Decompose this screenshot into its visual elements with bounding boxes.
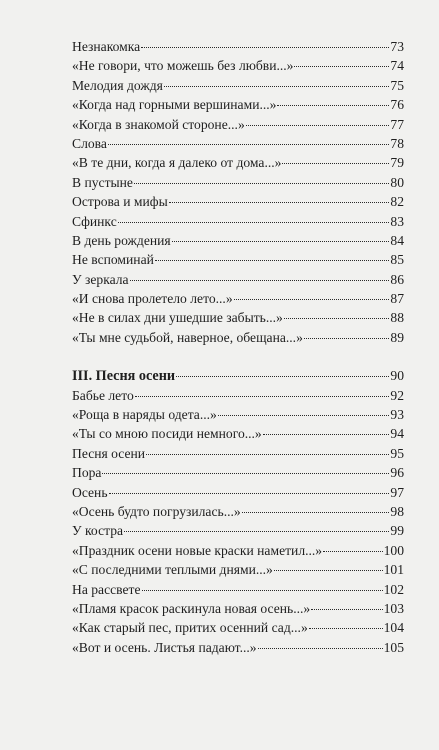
- entry-title: Не вспоминай: [72, 252, 154, 268]
- toc-entry: [72, 192, 404, 211]
- toc-entry: [72, 212, 404, 231]
- toc-entry: [72, 502, 404, 521]
- entry-page: 85: [390, 252, 404, 268]
- dot-leader: [311, 609, 382, 610]
- entry-title: «Не в силах дни ушедшие забыть...»: [72, 310, 283, 326]
- toc-list-lower: [72, 386, 404, 657]
- dot-leader: [169, 202, 390, 203]
- entry-page: 94: [390, 426, 404, 442]
- toc-entry: [72, 560, 404, 579]
- entry-title: «Осень будто погрузилась...»: [72, 503, 241, 519]
- dot-leader: [263, 434, 390, 435]
- entry-title: «Пламя красок раскинула новая осень...»: [72, 600, 311, 616]
- entry-title: Мелодия дождя: [72, 77, 163, 93]
- dot-leader: [242, 512, 390, 513]
- entry-page: 99: [390, 523, 404, 539]
- toc-entry: [72, 618, 404, 637]
- entry-title: Острова и мифы: [72, 194, 168, 210]
- toc-entry: [72, 95, 404, 114]
- entry-title: В день рождения: [72, 232, 171, 248]
- toc-entry: [72, 444, 404, 463]
- dot-leader: [130, 280, 390, 281]
- dot-leader: [172, 241, 390, 242]
- entry-title: «Вот и осень. Листья падают...»: [72, 639, 257, 655]
- entry-page: 79: [390, 155, 404, 171]
- entry-title: Незнакомка: [72, 39, 141, 54]
- toc-entry: [72, 231, 404, 250]
- section-gap: [72, 347, 404, 366]
- toc-entry: [72, 405, 404, 424]
- toc-entry: [72, 521, 404, 540]
- entry-page: 97: [390, 484, 404, 500]
- table-of-contents: [72, 37, 404, 657]
- toc-entry: [72, 463, 404, 482]
- toc-entry: [72, 424, 404, 443]
- entry-page: 87: [390, 291, 404, 307]
- dot-leader: [176, 376, 389, 377]
- toc-entry: [72, 37, 404, 56]
- entry-title: Пора: [72, 465, 102, 481]
- dot-leader: [246, 125, 390, 126]
- entry-title: На рассвете: [72, 581, 141, 597]
- entry-title: «Ты мне судьбой, наверное, обещана...»: [72, 329, 303, 345]
- toc-entry: [72, 599, 404, 618]
- dot-leader: [309, 628, 383, 629]
- toc-entry: [72, 289, 404, 308]
- entry-page: 77: [390, 116, 404, 132]
- toc-entry: [72, 270, 404, 289]
- toc-list-upper: [72, 37, 404, 347]
- entry-page: 75: [390, 77, 404, 93]
- entry-title: Бабье лето: [72, 387, 134, 403]
- toc-entry: [72, 115, 404, 134]
- entry-title: Слова: [72, 135, 107, 151]
- entry-page: 92: [390, 387, 404, 403]
- dot-leader: [109, 493, 390, 494]
- entry-page: 88: [390, 310, 404, 326]
- dot-leader: [146, 454, 389, 455]
- dot-leader: [155, 260, 390, 261]
- entry-page: 105: [383, 639, 404, 655]
- entry-page: 95: [390, 445, 404, 461]
- toc-entry: [72, 153, 404, 172]
- entry-title: У зеркала: [72, 271, 129, 287]
- toc-entry: [72, 173, 404, 192]
- toc-entry: [72, 76, 404, 95]
- entry-title: Осень: [72, 484, 108, 500]
- dot-leader: [258, 648, 383, 649]
- entry-page: 76: [390, 97, 404, 113]
- entry-page: 83: [390, 213, 404, 229]
- entry-page: 74: [390, 58, 404, 74]
- entry-page: 102: [383, 581, 404, 597]
- entry-page: 98: [390, 503, 404, 519]
- entry-page: 101: [383, 562, 404, 578]
- dot-leader: [218, 415, 390, 416]
- dot-leader: [141, 47, 389, 48]
- entry-title: В пустыне: [72, 174, 133, 190]
- section-title: III. Песня осени: [72, 368, 176, 385]
- toc-entry: [72, 308, 404, 327]
- section-page: 90: [390, 368, 404, 384]
- dot-leader: [323, 551, 383, 552]
- entry-title: У костра: [72, 523, 124, 539]
- dot-leader: [304, 338, 390, 339]
- toc-entry: [72, 580, 404, 599]
- section-heading: [72, 366, 404, 385]
- dot-leader: [108, 144, 389, 145]
- dot-leader: [274, 570, 383, 571]
- entry-title: «С последними теплыми днями...»: [72, 562, 273, 578]
- entry-page: 73: [390, 39, 404, 54]
- entry-page: 104: [383, 620, 404, 636]
- entry-page: 82: [390, 194, 404, 210]
- dot-leader: [134, 183, 389, 184]
- entry-title: «В те дни, когда я далеко от дома...»: [72, 155, 282, 171]
- entry-title: «Ты со мною посиди немного...»: [72, 426, 262, 442]
- entry-title: Песня осени: [72, 445, 146, 461]
- entry-title: «Праздник осени новые краски наметил...»: [72, 542, 323, 558]
- dot-leader: [234, 299, 390, 300]
- entry-title: «И снова пролетело лето...»: [72, 291, 233, 307]
- entry-page: 100: [383, 542, 404, 558]
- entry-page: 89: [390, 329, 404, 345]
- toc-entry: [72, 638, 404, 657]
- dot-leader: [294, 66, 389, 67]
- dot-leader: [164, 86, 389, 87]
- entry-page: 84: [390, 232, 404, 248]
- dot-leader: [282, 163, 389, 164]
- entry-page: 80: [390, 174, 404, 190]
- dot-leader: [118, 222, 390, 223]
- dot-leader: [277, 105, 389, 106]
- entry-page: 86: [390, 271, 404, 287]
- entry-title: Сфинкс: [72, 213, 117, 229]
- toc-entry: [72, 386, 404, 405]
- entry-title: «Когда над горными вершинами...»: [72, 97, 277, 113]
- entry-page: 103: [383, 600, 404, 616]
- entry-title: «Когда в знакомой стороне...»: [72, 116, 245, 132]
- dot-leader: [124, 531, 389, 532]
- entry-page: 78: [390, 135, 404, 151]
- dot-leader: [142, 590, 383, 591]
- entry-page: 96: [390, 465, 404, 481]
- toc-entry: [72, 541, 404, 560]
- entry-title: «Не говори, что можешь без любви...»: [72, 58, 294, 74]
- toc-entry: [72, 134, 404, 153]
- entry-title: «Как старый пес, притих осенний сад...»: [72, 620, 308, 636]
- toc-entry: [72, 250, 404, 269]
- dot-leader: [284, 318, 390, 319]
- dot-leader: [102, 473, 389, 474]
- toc-entry: [72, 483, 404, 502]
- entry-page: 93: [390, 407, 404, 423]
- toc-entry: [72, 56, 404, 75]
- dot-leader: [135, 396, 390, 397]
- entry-title: «Роща в наряды одета...»: [72, 407, 217, 423]
- toc-entry: [72, 328, 404, 347]
